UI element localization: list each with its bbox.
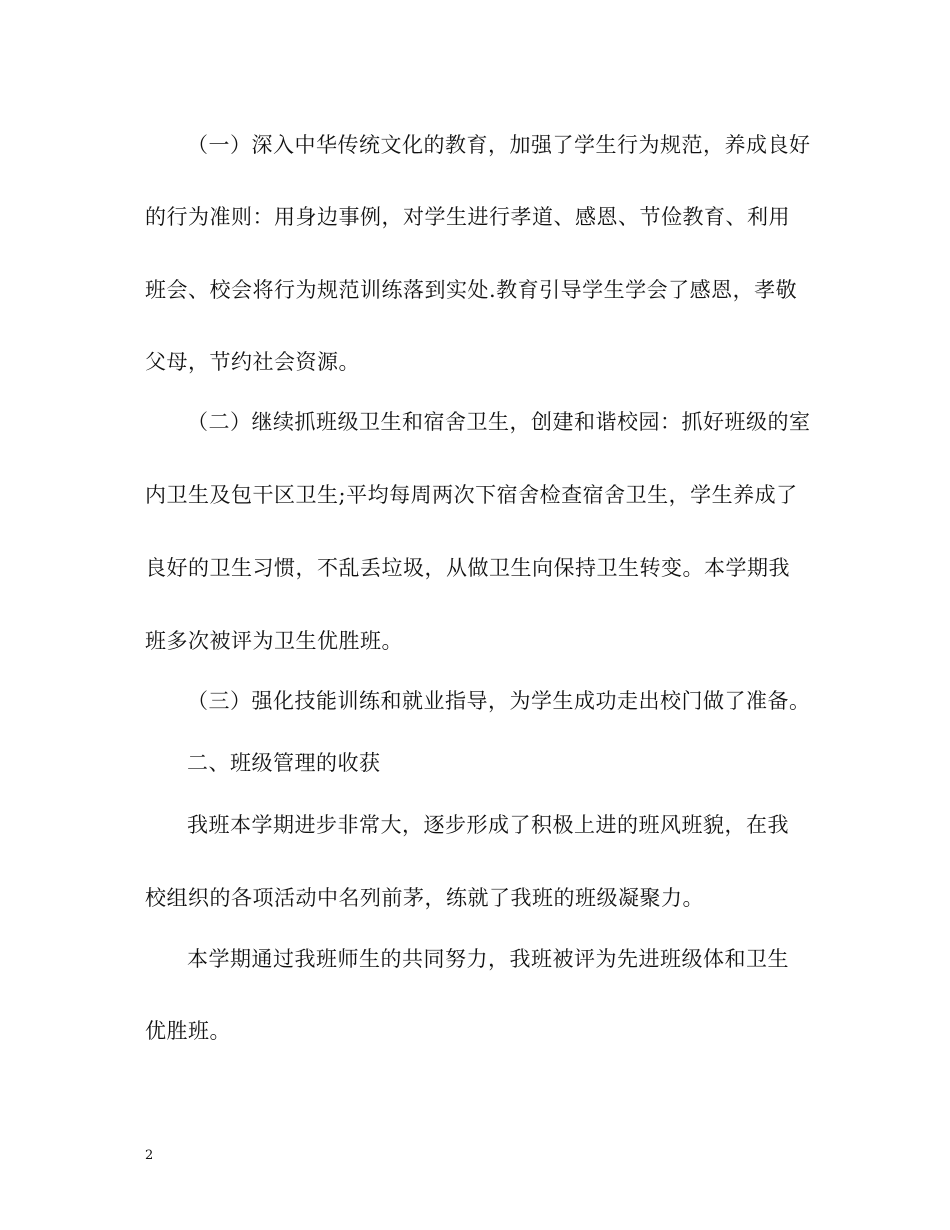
paragraph-4-line-1: 我班本学期进步非常大，逐步形成了积极上进的班风班貌，在我 [187, 813, 789, 837]
paragraph-1-line-2: 的行为准则：用身边事例，对学生进行孝道、感恩、节俭教育、利用 [145, 205, 790, 229]
paragraph-1-line-4: 父母，节约社会资源。 [145, 350, 360, 374]
paragraph-5-line-2: 优胜班。 [145, 1019, 231, 1043]
paragraph-3: （三）强化技能训练和就业指导，为学生成功走出校门做了准备。 [187, 689, 811, 713]
paragraph-1-line-1: （一）深入中华传统文化的教育，加强了学生行为规范，养成良好 [187, 133, 811, 157]
paragraph-2-line-3: 良好的卫生习惯，不乱丢垃圾，从做卫生向保持卫生转变。本学期我 [145, 556, 790, 580]
page-number: 2 [145, 1148, 154, 1163]
paragraph-5-line-1: 本学期通过我班师生的共同努力，我班被评为先进班级体和卫生 [187, 947, 789, 971]
paragraph-2-line-4: 班多次被评为卫生优胜班。 [145, 629, 403, 653]
section-heading: 二、班级管理的收获 [187, 751, 381, 775]
paragraph-1-line-3: 班会、校会将行为规范训练落到实处.教育引导学生学会了感恩，孝敬 [145, 278, 798, 302]
paragraph-2-line-1: （二）继续抓班级卫生和宿舍卫生，创建和谐校园：抓好班级的室 [187, 410, 811, 434]
paragraph-4-line-2: 校组织的各项活动中名列前茅，练就了我班的班级凝聚力。 [145, 886, 704, 910]
paragraph-2-line-2: 内卫生及包干区卫生;平均每周两次下宿舍检查宿舍卫生，学生养成了 [145, 483, 798, 507]
